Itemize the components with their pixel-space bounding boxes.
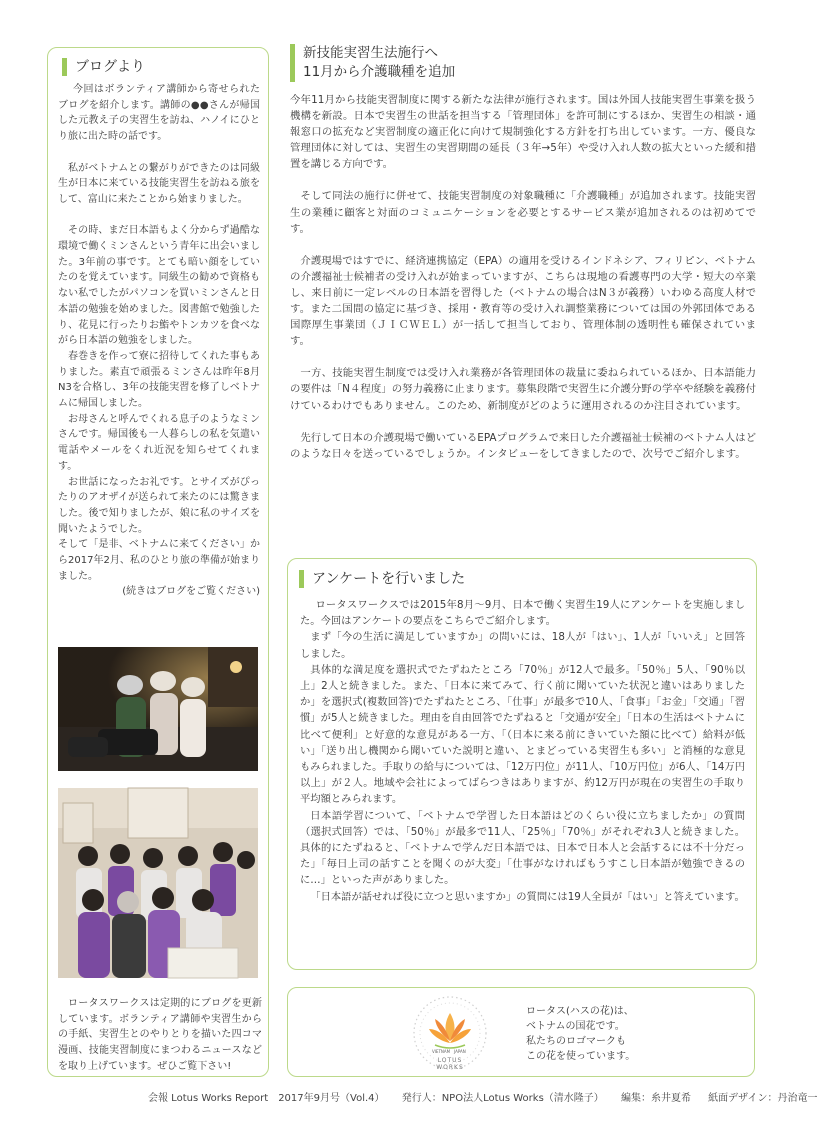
group-photo-image [58,788,258,978]
footer-design: 紙面デザイン：丹治竜一 [708,1093,818,1104]
blog-paragraph-1: 私がベトナムとの繋がりができたのは同級生が日本に来ている技能実習生を訪ねる旅をして、富山に来たことから始まりました。 [58,162,260,205]
survey-paragraph-2: まず「今の生活に満足していますか」の問いには、18人が「はい」、1人が「いいえ」と回答しました。 [300,631,745,660]
blog-paragraph-5: お世話になったお礼です。とサイズがぴったりのアオザイが送られて来たのには驚きました。後で知りましたが、娘に私のサイズを聞いたようでした。 [58,476,260,535]
blog-paragraph-4: お母さんと呼んでくれる息子のようなミンさんです。帰国後も一人暮らしの私を気遣い電話やメールをくれ近況を知らせてくれます。 [58,413,260,472]
logo-brand: LOTUS WORKS [436,1057,464,1071]
blog-paragraph-6: そして「是非、ベトナムに来てください」から2017年2月、私のひとり旅の準備が始まりました。 [58,539,260,582]
lotus-works-logo [408,991,492,1075]
blog-bottom-text: ロータスワークスは定期的にブログを更新しています。ボランティア講師や実習生からの手紙、実習生とのやりとりを描いた四コマ漫画、技能実習制度にまつわるニュースなどを取り上げています。ぜひご覧下さい! [58,998,262,1072]
law-text [290,92,756,462]
survey-text [300,597,745,905]
law-title-line2: 11月から介護職種を追加 [303,64,456,80]
logo-top-left: VIETNAM [432,1049,451,1054]
blog-heading [62,58,145,76]
blog-bottom-note [58,996,262,1075]
law-heading [290,44,455,82]
survey-paragraph-3: 具体的な満足度を選択式でたずねたところ「70％」が12人で最多。「50％」5人、「90％以上」2人と続きました。また、「日本に来てみて、行く前に聞いていた状況と違いはありましたか」を選択式(複数回答)でたずねたところ、「仕事」が最多で10人、「食事」「お金」「交通」「習慣」が5人と続きました。理由を自由回答でたずねると「交通が安全」「日本の生活はベトナムに比べて便利」と好意的な意見がある一方、「（日本に来る前にきいていた額に比べて）給料が低い」「送り出し機関から聞いていた説明と違い、とまどっている実習生も多い」と消極的な意見もみられました。手取りの給与については、「12万円位」が11人、「10万円位」が6人、「14万円以上」が２人。地域や会社によってばらつきはありますが、約12万円が現在の実習生の手取り平均額とみられます。 [300,663,745,806]
survey-paragraph-4: 日本語学習について、「ベトナムで学習した日本語はどのくらい役に立ちましたか」の質問（選択式回答）では、「50％」が最多で11人、「25％」「70％」がそれぞれ3人と続きました。具体的にたずねると、「ベトナムで学んだ日本語では、日本で日本人と会話するには不十分だった」「毎日上司の話すことを聞くのが大変」「仕事がなければもうすこし日本語が勉強できるのに…」といった声がありました。 [300,809,745,887]
logo-caption-line2: ベトナムの国花です。 [526,1021,625,1032]
logo-caption-line1: ロータス(ハスの花)は、 [526,1006,634,1017]
logo-caption [526,1004,726,1064]
footer-report: 会報 Lotus Works Report 2017年9月号（Vol.4） [148,1093,385,1104]
photo-group [58,788,258,978]
law-paragraph-1: 今年11月から技能実習制度に関する新たな法律が施行されます。国は外国人技能実習生事業を扱う機構を新設。日本で実習生の世話を担当する「管理団体」を許可制にするほか、実習生の相談・通報窓口の拡充など実習制度の適正化に向けて規制強化する方針を打ち出しています。一方、優良な管理団体に対しては、実習生の実習期間の延長（３年→5年）や受け入れ人数の拡大といった緩和措置を講じる方向です。 [290,94,756,171]
photo-night-scooter [58,647,258,771]
law-paragraph-2: そして同法の施行に併せて、技能実習制度の対象職種に「介護職種」が追加されます。技能実習生の業種に顧客と対面のコミュニケーションを必要とするサービス業が追加されるのは初めてです。 [290,190,756,235]
blog-title: ブログより [75,59,145,75]
law-paragraph-4: 一方、技能実習生制度では受け入れ業務が各管理団体の裁量に委ねられているほか、日本語能力の要件は「N４程度」の努力義務に止まります。募集段階で実習生に介護分野の学卒や経験を義務付けているわけでもありません。このため、新制度がどのように運用されるのか注目されています。 [290,367,756,412]
survey-heading [299,570,465,588]
survey-title: アンケートを行いました [312,571,466,587]
survey-paragraph-1: ロータスワークスでは2015年8月～9月、日本で働く実習生19人にアンケートを実施しました。今回はアンケートの要点をこちらでご紹介します。 [300,599,745,628]
survey-paragraph-5: 「日本語が話せれば役に立つと思いますか」の質問には19人全員が「はい」と答えています。 [310,890,745,903]
blog-paragraph-2: その時、まだ日本語もよく分からず過酷な環境で働くミンさんという青年に出会いました。3年前の事です。とても暗い顔をしていたのを覚えています。同級生の勧めで資格もない私でしたがパソコンを買いミンさんと日本語の勉強を始めました。図書館で勉強したり、花見に行ったりお鮨やトンカツを食べながら日本語の勉強をしました。 [58,225,260,347]
blog-more-link[interactable]: (続きはブログをご覧ください) [122,586,260,598]
logo-caption-line4: この花を使っています。 [526,1051,636,1062]
footer [148,1089,831,1104]
blog-paragraph-3: 春巻きを作って寮に招待してくれた事もありました。素直で頑張るミンさんは昨年8月N3を合格し、3年の技能実習を修了しベトナムに帰国しました。 [58,350,260,410]
footer-editor: 編集：糸井夏希 [620,1093,691,1104]
law-title-line1: 新技能実習生法施行へ [303,45,438,61]
logo-caption-line3: 私たちのロゴマークも [526,1036,626,1047]
night-scooter-image [58,647,258,771]
logo-top-right: JAPAN [454,1049,466,1054]
footer-publisher: 発行人：NPO法人Lotus Works（清水隆子） [401,1093,604,1104]
law-paragraph-3: 介護現場ではすでに、経済連携協定（EPA）の適用を受けるインドネシア、フィリピン、ベトナムの介護福祉士候補者の受け入れが始まっていますが、こちらは現地の看護専門の大学・短大の卒業し、来日前に一定レベルの日本語を習得した（ベトナムの場合はN３が義務）いわゆる高度人材です。また二国間の協定に基づき、採用・教育等の受け入れ調整業務については国の外郭団体である国際厚生事業団（ＪＩＣＷＥＬ）が一括して担当しており、管理体制の透明性も確保されています。 [290,254,756,348]
blog-text [58,82,260,600]
law-paragraph-5: 先行して日本の介護現場で働いているEPAプログラムで来日した介護福祉士候補のベトナム人はどのような日々を送っているでしょうか。インタビューをしてきましたので、次号でご紹介します。 [290,431,756,460]
blog-intro: 今回はボランティア講師から寄せられたブログを紹介します。講師の●●さんが帰国した元教え子の実習生を訪ね、ハノイにひとり旅に出た時の話です。 [58,84,260,143]
